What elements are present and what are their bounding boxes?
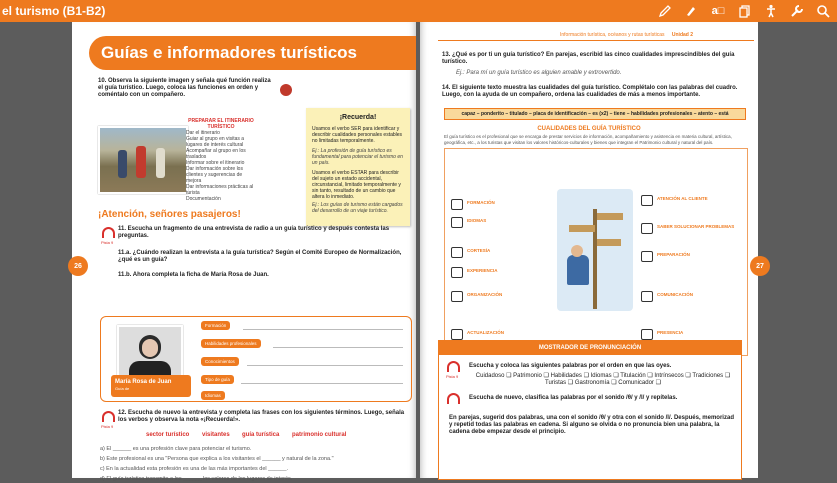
field-input-tipo[interactable] bbox=[241, 375, 403, 384]
note-example-1: Ej.: La profesión de guía turístico es fundamental para potenciar el turismo en un país. bbox=[312, 148, 403, 166]
languages-icon bbox=[451, 217, 463, 228]
building-icon bbox=[451, 199, 463, 210]
headphones-icon[interactable] bbox=[447, 393, 460, 404]
question-12: 12. Escucha de nuevo la entrevista y completa las frases con los siguientes términos. Luego, señala los verbos y observa la nota «¡Recuerda!». bbox=[118, 410, 405, 424]
question-13-example: Ej.: Para mí un guía turístico es alguien amable y extrovertido. bbox=[456, 70, 622, 76]
field-input-conocimientos[interactable] bbox=[247, 357, 403, 366]
pushpin-icon bbox=[280, 84, 292, 96]
page-number-right: 27 bbox=[750, 256, 770, 276]
function-item: Guiar al grupo en visitas a lugares de interés cultural bbox=[186, 136, 245, 148]
pronunciation-title: MOSTRADOR DE PRONUNCIACIÓN bbox=[439, 341, 741, 355]
question-11: 11. Escucha un fragmento de una entrevista de radio a un guía turístico y después contesta las preguntas. bbox=[118, 226, 390, 240]
document-icon bbox=[641, 251, 653, 262]
pencil-icon[interactable] bbox=[657, 3, 673, 19]
function-item: Dar el itinerario bbox=[186, 130, 220, 136]
field-input-formacion[interactable] bbox=[243, 321, 403, 330]
page-number-left: 26 bbox=[68, 256, 88, 276]
functions-box bbox=[186, 118, 256, 202]
function-item: Documentación bbox=[186, 196, 221, 202]
chat-icon bbox=[641, 291, 653, 302]
infographic-intro: El guía turístico es el profesional que se encarga de prestar servicios de información, acompañamiento y asistencia en materia cultural, artística, geográfica, etc., a los turistas que visitan los valores históricos-culturales y bienes que integran el Patrimonio cultural y natural del país. bbox=[444, 134, 732, 145]
headphones-icon[interactable] bbox=[102, 411, 115, 422]
pronunciation-step-2: Escucha de nuevo, clasifica las palabras por el sonido /θ/ y /l/ y repítelas. bbox=[469, 395, 678, 401]
note-title: ¡Recuerda! bbox=[339, 114, 377, 121]
quality-actualizacion: ACTUALIZACIÓN bbox=[467, 330, 504, 335]
marker-icon[interactable] bbox=[683, 3, 699, 19]
field-label-formacion: Formación bbox=[201, 321, 230, 330]
audio-track-label: Pista 9 bbox=[446, 374, 459, 379]
left-page bbox=[72, 22, 416, 482]
field-label-idiomas: Idiomas bbox=[201, 391, 225, 400]
function-item: Dar información sobre los clientes y sugerencias de mejora bbox=[186, 166, 243, 184]
name-badge bbox=[111, 375, 191, 397]
attention-icon bbox=[641, 195, 653, 206]
headphones-icon[interactable] bbox=[447, 361, 460, 372]
quality-idiomas: IDIOMAS bbox=[467, 218, 487, 223]
field-input-habilidades[interactable] bbox=[273, 339, 403, 348]
function-item: Acompañar al grupo en los traslados bbox=[186, 148, 246, 160]
quality-atencion: ATENCIÓN AL CLIENTE bbox=[657, 196, 708, 201]
question-11b: 11.b. Ahora completa la ficha de María Rosa de Juan. bbox=[118, 272, 269, 278]
right-page bbox=[420, 22, 758, 478]
field-label-tipo: Tipo de guía bbox=[201, 375, 234, 384]
guide-name: María Rosa de Juan bbox=[115, 379, 172, 385]
audio-track-label: Pista 9 bbox=[101, 424, 114, 429]
app-toolbar bbox=[0, 0, 837, 22]
guide-subtitle: Guía de bbox=[115, 386, 130, 391]
book-title: el turismo (B1-B2) bbox=[2, 4, 106, 18]
accessibility-icon[interactable] bbox=[763, 3, 779, 19]
audio-track-label: Pista 9 bbox=[101, 240, 114, 245]
signpost-illustration bbox=[557, 189, 633, 311]
note-example-2: Ej.: Los guías de turismo están cargados del desarrollo de un viaje turístico. bbox=[312, 202, 403, 214]
sentence-c: c) En la actualidad esta profesión es una de las más importantes del ______. bbox=[100, 466, 289, 472]
handshake-icon bbox=[451, 247, 463, 258]
pronunciation-box bbox=[438, 340, 742, 480]
section-heading: ¡Atención, señores pasajeros! bbox=[98, 209, 241, 220]
running-header bbox=[560, 32, 693, 39]
profile-card bbox=[100, 316, 412, 402]
question-14: 14. El siguiente texto muestra las cualidades del guía turístico. Complétalo con las palabras del cuadro. Luego, con la ayuda de un compañero, ordena las cualidades de más a menos importante. bbox=[442, 85, 738, 99]
question-10: 10. Observa la siguiente imagen y señala qué función realiza el guía turístico. Luego, coloca las funciones en orden y coméntalo con un compañero. bbox=[98, 78, 271, 99]
quality-organizacion: ORGANIZACIÓN bbox=[467, 292, 503, 297]
term-4: patrimonio cultural bbox=[292, 432, 347, 438]
header-rule bbox=[438, 40, 754, 41]
page-title: Guías e informadores turísticos bbox=[89, 36, 416, 70]
function-item: Dar informaciones prácticas al turista bbox=[186, 184, 254, 196]
search-icon[interactable] bbox=[815, 3, 831, 19]
term-2: visitantes bbox=[202, 432, 230, 438]
id-card-icon bbox=[641, 329, 653, 340]
unit-label: Unidad 2 bbox=[671, 32, 694, 38]
term-1: sector turístico bbox=[146, 432, 190, 438]
infographic-title: CUALIDADES DEL GUÍA TURÍSTICO bbox=[537, 126, 641, 132]
pronunciation-step-3: En parejas, sugerid dos palabras, una con el sonido /θ/ y otra con el sonido /l/. Después, memorizad y repetid todas las palabras en cadena. Si alguno se olvida o no pronuncia bien una palabra, la cadena debe empezar desde el principio. bbox=[449, 415, 734, 436]
refresh-icon bbox=[451, 329, 463, 340]
remember-note bbox=[306, 108, 410, 226]
field-label-conocimientos: Conocimientos bbox=[201, 357, 239, 366]
qualities-infographic bbox=[444, 148, 748, 356]
quality-comunicacion: COMUNICACIÓN bbox=[657, 292, 693, 297]
copy-icon[interactable] bbox=[737, 3, 753, 19]
tools-icon bbox=[641, 223, 653, 234]
headphones-icon[interactable] bbox=[102, 227, 115, 238]
functions-box-title: PREPARAR EL ITINERARIO TURÍSTICO bbox=[188, 118, 254, 130]
question-11a: 11.a. ¿Cuándo realizan la entrevista a la guía turística? Según el Comité Europeo de Normalización, ¿qué es un guía? bbox=[118, 250, 402, 264]
tool-group bbox=[657, 3, 831, 19]
quality-preparacion: PREPARACIÓN bbox=[657, 252, 690, 257]
field-label-habilidades: Habilidades profesionales bbox=[201, 339, 261, 348]
pronunciation-words: Cuidadoso ❑ Patrimonio ❑ Habilidades ❑ Idiomas ❑ Titulación ❑ Intrínsecos ❑ Tradiciones ❑ Turistas ❑ Gastronomía ❑ Comunicador ❑ bbox=[475, 373, 731, 387]
sentence-b: b) Este profesional es una "Persona que explica a los visitantes el ______ y natural de la zona." bbox=[100, 456, 334, 462]
word-bank: capaz – ponderito – titulado – placa de identificación – es (x2) – tiene – habilidades profesionales – atento – está bbox=[444, 108, 746, 120]
quality-formacion: FORMACIÓN bbox=[467, 200, 495, 205]
quality-experiencia: EXPERIENCIA bbox=[467, 268, 498, 273]
running-header-text: Información turística, océanos y rutas turísticas bbox=[560, 32, 665, 38]
quality-solucionar: SABER SOLUCIONAR PROBLEMAS bbox=[657, 224, 735, 229]
sentence-a: a) El ______ es una profesión clave para potenciar el turismo. bbox=[100, 446, 252, 452]
pronunciation-step-1: Escucha y coloca las siguientes palabras por el orden en que las oyes. bbox=[469, 363, 672, 369]
gears-icon bbox=[451, 267, 463, 278]
tour-guide-photo bbox=[98, 126, 188, 194]
function-item: Informar sobre el itinerario bbox=[186, 160, 245, 166]
quality-presencia: PRESENCIA bbox=[657, 330, 684, 335]
note-item-2: Usamos el verbo ESTAR para describir del sujeto un estado accidental, circunstancial, limitado temporalmente y sin tanto, resultado de un cambio que altera lo inmediato. bbox=[312, 170, 401, 200]
quality-cortesia: CORTESÍA bbox=[467, 248, 491, 253]
text-size-icon[interactable]: a□ bbox=[711, 5, 725, 17]
sentence-d: d) El guía turístico transmite a los ______ los valores de los lugares de interés. bbox=[100, 476, 293, 482]
wrench-icon[interactable] bbox=[789, 3, 805, 19]
question-13: 13. ¿Qué es por ti un guía turístico? En parejas, escribid las cinco cualidades imprescindibles del guía turístico. bbox=[442, 52, 735, 66]
note-item-1: Usamos el verbo SER para identificar y describir cualidades personales estables no limitadas temporalmente. bbox=[312, 126, 403, 144]
term-3: guía turística bbox=[242, 432, 280, 438]
calendar-icon bbox=[451, 291, 463, 302]
